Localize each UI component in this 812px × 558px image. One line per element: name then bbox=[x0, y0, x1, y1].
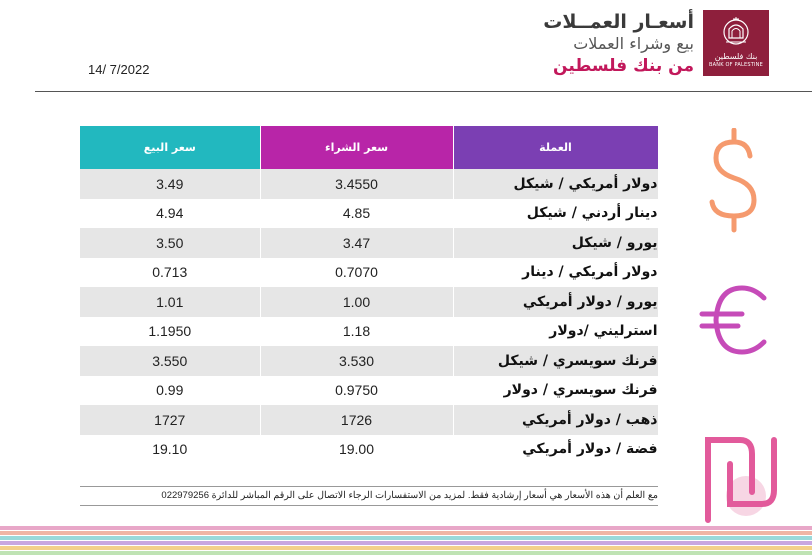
sell-rate: 3.550 bbox=[80, 346, 260, 376]
table-row bbox=[80, 228, 658, 258]
sell-rate: 1.01 bbox=[80, 287, 260, 317]
sell-rate: 4.94 bbox=[80, 199, 260, 229]
currency-pair: دولار أمريكي / دينار bbox=[453, 258, 658, 288]
currency-pair: ذهب / دولار أمريكي bbox=[453, 405, 658, 435]
header-divider bbox=[35, 91, 812, 92]
exchange-rates-table bbox=[80, 126, 659, 464]
currency-pair: فضة / دولار أمريكي bbox=[453, 435, 658, 465]
table-header-row bbox=[80, 126, 658, 169]
sell-rate: 0.713 bbox=[80, 258, 260, 288]
buy-rate: 0.7070 bbox=[260, 258, 453, 288]
sell-rate: 0.99 bbox=[80, 376, 260, 406]
sell-rate: 1.1950 bbox=[80, 317, 260, 347]
bank-logo bbox=[703, 10, 769, 76]
sell-rate: 3.50 bbox=[80, 228, 260, 258]
table-row bbox=[80, 405, 658, 435]
disclaimer-note: مع العلم أن هذه الأسعار هي أسعار إرشادية فقط. لمزيد من الاستفسارات الرجاء الاتصال على الرقم المباشر للدائرة 022979256 bbox=[80, 486, 658, 506]
buy-rate: 3.530 bbox=[260, 346, 453, 376]
buy-rate: 3.4550 bbox=[260, 169, 453, 199]
page-subtitle: بيع وشراء العملات bbox=[573, 34, 694, 53]
table-row bbox=[80, 376, 658, 406]
buy-rate: 1.00 bbox=[260, 287, 453, 317]
shekel-icon bbox=[700, 430, 786, 528]
bank-emblem-icon bbox=[720, 16, 752, 50]
currency-pair: دينار أردني / شيكل bbox=[453, 199, 658, 229]
table-row bbox=[80, 317, 658, 347]
buy-rate: 0.9750 bbox=[260, 376, 453, 406]
buy-rate: 1.18 bbox=[260, 317, 453, 347]
currency-pair: فرنك سويسري / شيكل bbox=[453, 346, 658, 376]
currency-header: العملة bbox=[453, 126, 658, 169]
sell-rate: 19.10 bbox=[80, 435, 260, 465]
currency-pair: يورو / شيكل bbox=[453, 228, 658, 258]
footer-stripes bbox=[0, 526, 812, 558]
currency-pair: دولار أمريكي / شيكل bbox=[453, 169, 658, 199]
buy-rate: 1726 bbox=[260, 405, 453, 435]
logo-english-name: BANK OF PALESTINE bbox=[709, 62, 763, 68]
currency-pair: يورو / دولار أمريكي bbox=[453, 287, 658, 317]
buy-rate-header: سعر الشراء bbox=[260, 126, 453, 169]
euro-icon bbox=[698, 280, 778, 360]
table-row bbox=[80, 258, 658, 288]
buy-rate: 19.00 bbox=[260, 435, 453, 465]
table-row bbox=[80, 435, 658, 465]
report-date: 14/ 7/2022 bbox=[88, 62, 150, 77]
dollar-icon bbox=[698, 128, 770, 234]
table-row bbox=[80, 346, 658, 376]
buy-rate: 3.47 bbox=[260, 228, 453, 258]
table-row bbox=[80, 199, 658, 229]
page-header bbox=[543, 10, 694, 78]
bank-tagline: من بنك فلسطين bbox=[553, 56, 694, 76]
buy-rate: 4.85 bbox=[260, 199, 453, 229]
table-row bbox=[80, 169, 658, 199]
currency-pair: استرليني /دولار bbox=[453, 317, 658, 347]
logo-arabic-name: بنك فلسطين bbox=[714, 52, 758, 61]
table-row bbox=[80, 287, 658, 317]
sell-rate-header: سعر البيع bbox=[80, 126, 260, 169]
page-title: أسعـار العمــلات bbox=[543, 11, 694, 33]
sell-rate: 1727 bbox=[80, 405, 260, 435]
currency-pair: فرنك سويسري / دولار bbox=[453, 376, 658, 406]
sell-rate: 3.49 bbox=[80, 169, 260, 199]
